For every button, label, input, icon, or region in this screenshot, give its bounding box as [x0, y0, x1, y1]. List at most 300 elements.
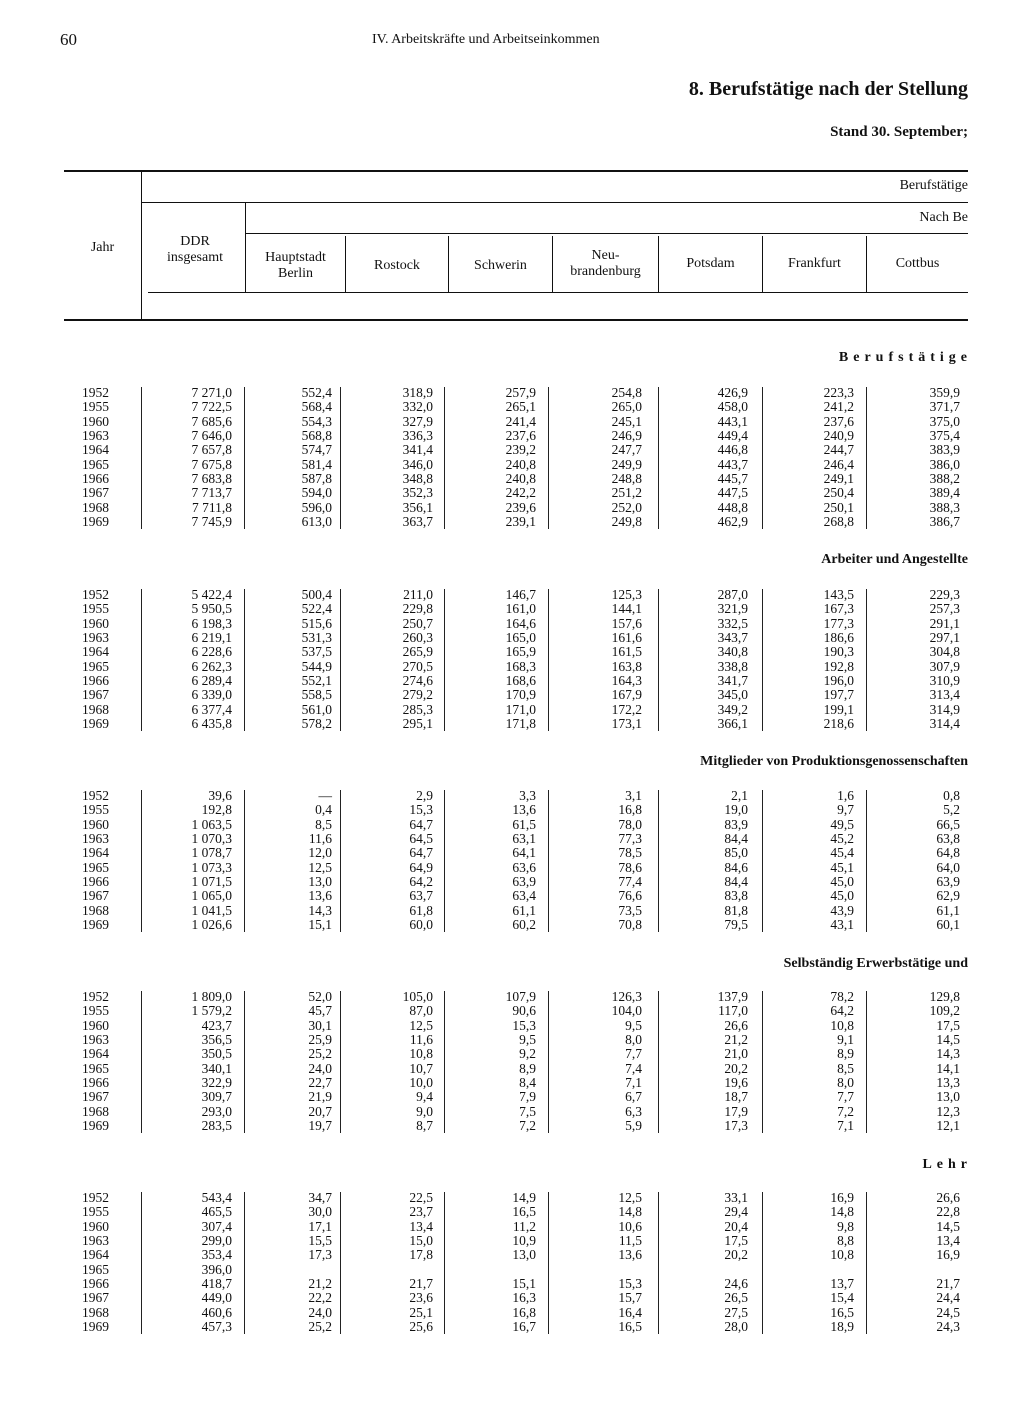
cell-value: 22,8 — [936, 1204, 960, 1220]
cell-value: 257,3 — [929, 601, 960, 617]
cell-value: 9,8 — [837, 1218, 854, 1234]
cell-value: 6 198,3 — [191, 615, 232, 631]
cell-value: 143,5 — [823, 587, 854, 602]
chapter-heading: IV. Arbeitskräfte und Arbeitseinkommen — [372, 32, 600, 47]
cell-value: 29,4 — [724, 1204, 748, 1220]
cell-value: 332,5 — [717, 615, 748, 631]
table-row — [0, 1220, 1024, 1234]
cell-value: 6 377,4 — [191, 701, 232, 717]
cell-value: 16,9 — [936, 1247, 960, 1263]
cell-value: 241,4 — [505, 413, 536, 429]
cell-value: 17,9 — [724, 1103, 748, 1119]
cell-year: 1963 — [82, 630, 109, 646]
cell-value: 386,7 — [929, 514, 960, 530]
cell-year: 1968 — [82, 1304, 109, 1320]
cell-value: 522,4 — [301, 601, 332, 617]
cell-value: 322,9 — [201, 1075, 232, 1091]
cell-value: 7 711,8 — [192, 499, 232, 515]
cell-value: 345,0 — [717, 687, 748, 703]
table-row — [0, 717, 1024, 731]
cell-year: 1967 — [82, 888, 109, 904]
cell-value: 63,9 — [512, 874, 536, 890]
cell-value: 21,7 — [936, 1276, 960, 1292]
cell-value: 78,0 — [618, 816, 642, 832]
cell-value: 24,5 — [936, 1304, 960, 1320]
cell-value: 78,5 — [618, 845, 642, 861]
cell-value: 249,8 — [611, 514, 642, 530]
cell-value: 423,7 — [201, 1017, 232, 1033]
table-row — [0, 818, 1024, 832]
cell-value: 164,6 — [505, 615, 536, 631]
cell-value: 10,0 — [409, 1075, 433, 1091]
cell-value: 254,8 — [611, 385, 642, 400]
cell-value: 77,3 — [618, 831, 642, 847]
cell-value: 244,7 — [823, 442, 854, 458]
cell-value: 12,5 — [409, 1017, 433, 1033]
cell-value: 14,8 — [830, 1204, 854, 1220]
cell-value: 21,9 — [308, 1089, 332, 1105]
cell-value: 462,9 — [717, 514, 748, 530]
cell-value: 161,5 — [611, 644, 642, 660]
cell-value: 15,0 — [409, 1233, 433, 1249]
cell-value: 458,0 — [717, 399, 748, 415]
cell-value: 170,9 — [505, 687, 536, 703]
cell-value: 346,0 — [402, 456, 433, 472]
cell-value: 52,0 — [308, 989, 332, 1004]
cell-value: 45,0 — [830, 888, 854, 904]
table-row — [0, 1291, 1024, 1305]
cell-value: 341,7 — [717, 673, 748, 689]
table-row — [0, 832, 1024, 846]
cell-value: 14,5 — [936, 1032, 960, 1048]
cell-value: 287,0 — [717, 587, 748, 602]
cell-value: 21,7 — [409, 1276, 433, 1292]
cell-value: 192,8 — [823, 658, 854, 674]
cell-year: 1964 — [82, 1046, 109, 1062]
header-col-cottbus: Cottbus — [895, 256, 940, 271]
cell-value: 8,9 — [519, 1060, 536, 1076]
cell-value: 13,6 — [308, 888, 332, 904]
cell-value: 15,4 — [830, 1290, 854, 1306]
cell-value: 1 078,7 — [191, 845, 232, 861]
cell-value: 350,5 — [201, 1046, 232, 1062]
cell-value: 310,9 — [929, 673, 960, 689]
cell-value: 543,4 — [201, 1190, 232, 1205]
cell-value: 76,6 — [618, 888, 642, 904]
cell-value: 13,0 — [308, 874, 332, 890]
cell-value: 500,4 — [301, 587, 332, 602]
cell-value: 537,5 — [301, 644, 332, 660]
cell-value: 12,3 — [936, 1103, 960, 1119]
cell-value: 63,8 — [936, 831, 960, 847]
cell-value: 283,5 — [201, 1118, 232, 1134]
cell-value: 22,7 — [308, 1075, 332, 1091]
cell-year: 1968 — [82, 499, 109, 515]
cell-value: 568,4 — [301, 399, 332, 415]
table-row — [0, 1205, 1024, 1219]
cell-value: 33,1 — [724, 1190, 748, 1205]
cell-value: 581,4 — [301, 456, 332, 472]
cell-value: 449,0 — [201, 1290, 232, 1306]
cell-value: 7,2 — [519, 1118, 536, 1134]
header-col-schwerin: Schwerin — [474, 258, 527, 273]
cell-value: 338,8 — [717, 658, 748, 674]
cell-value: 229,3 — [929, 587, 960, 602]
section-title: Lehr — [922, 1157, 972, 1172]
cell-year: 1964 — [82, 1247, 109, 1263]
section-title: Selbständig Erwerbstätige und — [783, 956, 968, 971]
header-berufstaetige: Berufstätige — [899, 178, 968, 193]
cell-value: 356,1 — [402, 499, 433, 515]
cell-value: 340,1 — [201, 1060, 232, 1076]
cell-value: 8,5 — [837, 1060, 854, 1076]
cell-value: 307,9 — [929, 658, 960, 674]
table-row — [0, 1047, 1024, 1061]
cell-value: 9,2 — [519, 1046, 536, 1062]
cell-value: 251,2 — [611, 485, 642, 501]
cell-year: 1955 — [82, 399, 109, 415]
cell-value: 66,5 — [936, 816, 960, 832]
cell-value: 14,3 — [308, 902, 332, 918]
table-row — [0, 1090, 1024, 1104]
cell-year: 1960 — [82, 413, 109, 429]
header-nach-be: Nach Be — [919, 210, 968, 225]
table-row — [0, 1076, 1024, 1090]
cell-value: 229,8 — [402, 601, 433, 617]
cell-value: 77,4 — [618, 874, 642, 890]
cell-value: 13,6 — [618, 1247, 642, 1263]
cell-value: 295,1 — [402, 716, 433, 732]
cell-value: 7 675,8 — [191, 456, 232, 472]
cell-value: 61,1 — [512, 902, 536, 918]
cell-value: 11,5 — [618, 1233, 642, 1249]
cell-value: 0,8 — [943, 788, 960, 803]
cell-value: 26,5 — [724, 1290, 748, 1306]
cell-value: 6 435,8 — [191, 716, 232, 732]
cell-value: 386,0 — [929, 456, 960, 472]
cell-value: 448,8 — [717, 499, 748, 515]
cell-value: 239,6 — [505, 499, 536, 515]
cell-value: 443,7 — [717, 456, 748, 472]
cell-value: 383,9 — [929, 442, 960, 458]
cell-year: 1967 — [82, 1290, 109, 1306]
cell-year: 1966 — [82, 1075, 109, 1091]
cell-value: 6 228,6 — [191, 644, 232, 660]
cell-value: 247,7 — [611, 442, 642, 458]
header-col-rostock: Rostock — [374, 258, 420, 273]
cell-value: 70,8 — [618, 917, 642, 933]
table-row — [0, 472, 1024, 486]
cell-value: 240,8 — [505, 456, 536, 472]
cell-value: 60,1 — [936, 917, 960, 933]
cell-value: 173,1 — [611, 716, 642, 732]
cell-value: 109,2 — [929, 1003, 960, 1019]
cell-value: 10,7 — [409, 1060, 433, 1076]
cell-value: 7 722,5 — [191, 399, 232, 415]
cell-year: 1964 — [82, 845, 109, 861]
cell-value: 9,5 — [519, 1032, 536, 1048]
cell-value: 165,9 — [505, 644, 536, 660]
cell-value: 12,0 — [308, 845, 332, 861]
cell-value: 15,7 — [618, 1290, 642, 1306]
cell-value: 7 745,9 — [191, 514, 232, 530]
cell-value: 363,7 — [402, 514, 433, 530]
cell-value: 443,1 — [717, 413, 748, 429]
cell-value: 7 271,0 — [191, 385, 232, 400]
cell-value: 60,2 — [512, 917, 536, 933]
cell-value: 28,0 — [724, 1319, 748, 1335]
table-row — [0, 846, 1024, 860]
table-row — [0, 400, 1024, 414]
table-row — [0, 501, 1024, 515]
cell-value: 64,9 — [409, 859, 433, 875]
cell-value: 265,0 — [611, 399, 642, 415]
cell-value: 268,8 — [823, 514, 854, 530]
cell-value: 15,3 — [409, 802, 433, 818]
cell-value: 1 071,5 — [191, 874, 232, 890]
cell-value: 7,1 — [625, 1075, 642, 1091]
cell-value: 78,2 — [830, 989, 854, 1004]
cell-value: 84,4 — [724, 831, 748, 847]
cell-value: 16,7 — [512, 1319, 536, 1335]
cell-value: — — [318, 788, 332, 803]
cell-value: 9,7 — [837, 802, 854, 818]
cell-value: 15,1 — [308, 917, 332, 933]
cell-value: 64,5 — [409, 831, 433, 847]
cell-value: 314,4 — [929, 716, 960, 732]
cell-year: 1969 — [82, 917, 109, 933]
cell-value: 61,1 — [936, 902, 960, 918]
cell-year: 1967 — [82, 1089, 109, 1105]
cell-value: 16,8 — [512, 1304, 536, 1320]
cell-value: 171,0 — [505, 701, 536, 717]
cell-year: 1966 — [82, 874, 109, 890]
cell-value: 24,6 — [724, 1276, 748, 1292]
table-row — [0, 875, 1024, 889]
table-row — [0, 458, 1024, 472]
cell-value: 23,6 — [409, 1290, 433, 1306]
cell-value: 49,5 — [830, 816, 854, 832]
cell-value: 297,1 — [929, 630, 960, 646]
table-row — [0, 789, 1024, 803]
cell-year: 1955 — [82, 1204, 109, 1220]
cell-value: 8,9 — [837, 1046, 854, 1062]
cell-value: 13,0 — [512, 1247, 536, 1263]
table-row — [0, 1105, 1024, 1119]
cell-value: 257,9 — [505, 385, 536, 400]
cell-value: 353,4 — [201, 1247, 232, 1263]
cell-year: 1969 — [82, 1118, 109, 1134]
cell-year: 1955 — [82, 601, 109, 617]
cell-value: 13,0 — [936, 1089, 960, 1105]
cell-value: 240,9 — [823, 428, 854, 444]
cell-value: 3,3 — [519, 788, 536, 803]
cell-value: 446,8 — [717, 442, 748, 458]
cell-value: 43,9 — [830, 902, 854, 918]
cell-value: 9,4 — [416, 1089, 433, 1105]
cell-value: 260,3 — [402, 630, 433, 646]
cell-value: 211,0 — [403, 587, 433, 602]
cell-value: 125,3 — [611, 587, 642, 602]
cell-value: 21,0 — [724, 1046, 748, 1062]
cell-year: 1969 — [82, 1319, 109, 1335]
header-col-neub-line2: brandenburg — [570, 264, 641, 279]
cell-year: 1965 — [82, 1261, 109, 1277]
cell-year: 1963 — [82, 831, 109, 847]
cell-value: 9,0 — [416, 1103, 433, 1119]
table-row — [0, 1277, 1024, 1291]
cell-value: 14,8 — [618, 1204, 642, 1220]
cell-value: 17,8 — [409, 1247, 433, 1263]
cell-value: 265,1 — [505, 399, 536, 415]
table-row — [0, 660, 1024, 674]
cell-value: 8,4 — [519, 1075, 536, 1091]
cell-value: 299,0 — [201, 1233, 232, 1249]
cell-value: 30,0 — [308, 1204, 332, 1220]
cell-value: 7,1 — [837, 1118, 854, 1134]
cell-value: 45,7 — [308, 1003, 332, 1019]
cell-year: 1952 — [82, 788, 109, 803]
cell-value: 6 289,4 — [191, 673, 232, 689]
cell-value: 445,7 — [717, 471, 748, 487]
cell-value: 10,6 — [618, 1218, 642, 1234]
cell-value: 23,7 — [409, 1204, 433, 1220]
cell-value: 6 262,3 — [191, 658, 232, 674]
cell-value: 6 219,1 — [191, 630, 232, 646]
cell-year: 1968 — [82, 1103, 109, 1119]
cell-value: 252,0 — [611, 499, 642, 515]
cell-value: 186,6 — [823, 630, 854, 646]
cell-value: 321,9 — [717, 601, 748, 617]
cell-value: 24,0 — [308, 1060, 332, 1076]
cell-value: 578,2 — [301, 716, 332, 732]
cell-value: 171,8 — [505, 716, 536, 732]
cell-value: 8,8 — [837, 1233, 854, 1249]
cell-value: 17,5 — [724, 1233, 748, 1249]
cell-value: 63,6 — [512, 859, 536, 875]
table-row — [0, 674, 1024, 688]
cell-value: 18,7 — [724, 1089, 748, 1105]
cell-value: 388,3 — [929, 499, 960, 515]
cell-value: 26,6 — [936, 1190, 960, 1205]
cell-value: 552,4 — [301, 385, 332, 400]
cell-value: 1 070,3 — [191, 831, 232, 847]
cell-value: 1 073,3 — [191, 859, 232, 875]
header-col-berlin-line1: Hauptstadt — [265, 250, 326, 265]
cell-value: 177,3 — [823, 615, 854, 631]
table-row — [0, 443, 1024, 457]
cell-value: 366,1 — [717, 716, 748, 732]
cell-value: 246,4 — [823, 456, 854, 472]
cell-value: 245,1 — [611, 413, 642, 429]
cell-value: 418,7 — [201, 1276, 232, 1292]
cell-value: 10,8 — [409, 1046, 433, 1062]
cell-value: 192,8 — [201, 802, 232, 818]
cell-value: 79,5 — [724, 917, 748, 933]
cell-value: 552,1 — [301, 673, 332, 689]
cell-value: 449,4 — [717, 428, 748, 444]
cell-value: 15,5 — [308, 1233, 332, 1249]
cell-value: 39,6 — [208, 788, 232, 803]
cell-value: 63,9 — [936, 874, 960, 890]
cell-value: 17,1 — [308, 1218, 332, 1234]
cell-value: 544,9 — [301, 658, 332, 674]
cell-value: 13,4 — [409, 1218, 433, 1234]
table-row — [0, 1033, 1024, 1047]
cell-value: 352,3 — [402, 485, 433, 501]
cell-value: 167,9 — [611, 687, 642, 703]
cell-value: 87,0 — [409, 1003, 433, 1019]
cell-value: 137,9 — [717, 989, 748, 1004]
cell-value: 18,9 — [830, 1319, 854, 1335]
cell-value: 64,1 — [512, 845, 536, 861]
cell-value: 356,5 — [201, 1032, 232, 1048]
cell-value: 25,1 — [409, 1304, 433, 1320]
cell-value: 7,5 — [519, 1103, 536, 1119]
cell-value: 7,7 — [625, 1046, 642, 1062]
cell-value: 22,5 — [409, 1190, 433, 1205]
cell-value: 117,0 — [718, 1003, 748, 1019]
cell-value: 388,2 — [929, 471, 960, 487]
cell-value: 10,9 — [512, 1233, 536, 1249]
cell-value: 8,5 — [315, 816, 332, 832]
cell-value: 7 657,8 — [191, 442, 232, 458]
cell-value: 5,2 — [943, 802, 960, 818]
cell-year: 1960 — [82, 1218, 109, 1234]
cell-value: 64,8 — [936, 845, 960, 861]
cell-value: 2,1 — [731, 788, 748, 803]
cell-year: 1969 — [82, 716, 109, 732]
cell-value: 16,5 — [512, 1204, 536, 1220]
table-row — [0, 1062, 1024, 1076]
cell-value: 60,0 — [409, 917, 433, 933]
table-row — [0, 1320, 1024, 1334]
table-row — [0, 1306, 1024, 1320]
cell-value: 167,3 — [823, 601, 854, 617]
cell-value: 293,0 — [201, 1103, 232, 1119]
header-col-berlin — [246, 250, 345, 282]
cell-value: 34,7 — [308, 1190, 332, 1205]
cell-value: 239,2 — [505, 442, 536, 458]
cell-value: 83,9 — [724, 816, 748, 832]
cell-year: 1966 — [82, 1276, 109, 1292]
cell-value: 318,9 — [402, 385, 433, 400]
cell-value: 63,7 — [409, 888, 433, 904]
cell-value: 327,9 — [402, 413, 433, 429]
cell-value: 21,2 — [308, 1276, 332, 1292]
table-row — [0, 1248, 1024, 1262]
cell-value: 73,5 — [618, 902, 642, 918]
cell-value: 43,1 — [830, 917, 854, 933]
cell-value: 61,5 — [512, 816, 536, 832]
cell-value: 14,9 — [512, 1190, 536, 1205]
cell-year: 1952 — [82, 385, 109, 400]
cell-year: 1969 — [82, 514, 109, 530]
section-title: Arbeiter und Angestellte — [821, 552, 968, 567]
table-row — [0, 617, 1024, 631]
cell-year: 1965 — [82, 859, 109, 875]
cell-value: 341,4 — [402, 442, 433, 458]
cell-value: 11,6 — [409, 1032, 433, 1048]
cell-year: 1952 — [82, 1190, 109, 1205]
cell-year: 1966 — [82, 673, 109, 689]
cell-value: 197,7 — [823, 687, 854, 703]
cell-value: 7 683,8 — [191, 471, 232, 487]
cell-value: 554,3 — [301, 413, 332, 429]
cell-value: 270,5 — [402, 658, 433, 674]
cell-value: 22,2 — [308, 1290, 332, 1306]
cell-value: 25,9 — [308, 1032, 332, 1048]
